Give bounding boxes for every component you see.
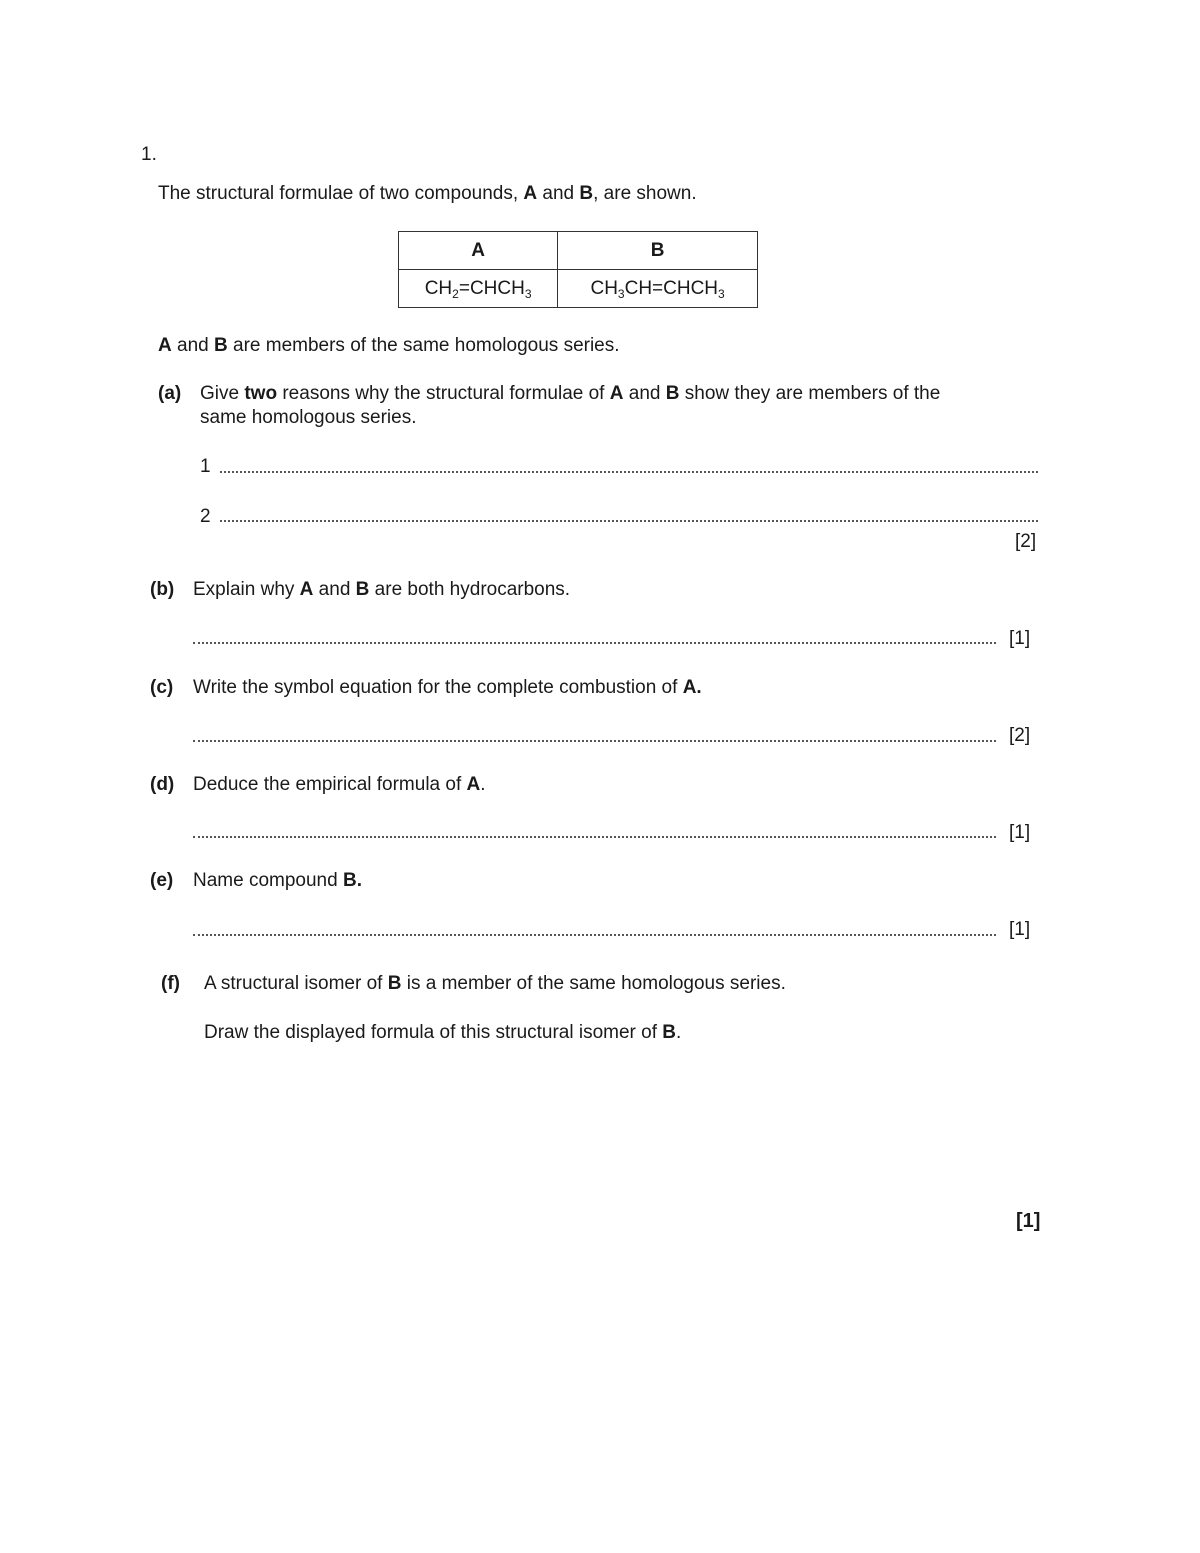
part-a-label: (a)	[158, 383, 182, 404]
compounds-table	[398, 231, 758, 308]
part-d-marks: [1]	[1009, 822, 1031, 843]
table-header-b: B	[558, 232, 758, 270]
part-d-answer-line[interactable]	[193, 836, 996, 838]
part-d-label: (d)	[150, 774, 175, 795]
part-c-answer-line[interactable]	[193, 740, 996, 742]
part-b-marks: [1]	[1009, 628, 1031, 649]
formula-a: $CH_2=CHCH_3$	[399, 270, 558, 308]
part-e-marks: [1]	[1009, 919, 1031, 940]
part-a-answer-2-line[interactable]	[220, 520, 1038, 522]
part-a-answer-1-number: 1	[200, 456, 211, 477]
part-a-question: Give two reasons why the structural formulae of A and B show they are members of the	[200, 383, 941, 404]
part-f-drawing-area[interactable]	[204, 1060, 1004, 1200]
part-b-label: (b)	[150, 579, 175, 600]
part-a-question-line2: same homologous series.	[200, 407, 417, 428]
part-d-question: Deduce the empirical formula of A.	[193, 774, 486, 795]
intro-text: The structural formulae of two compounds, A and B, are shown.	[158, 183, 697, 204]
homologous-statement: A and B are members of the same homologous series.	[158, 335, 620, 356]
question-number: 1.	[141, 144, 157, 165]
part-c-label: (c)	[150, 677, 174, 698]
part-c-question: Write the symbol equation for the complete combustion of A.	[193, 677, 702, 698]
part-a-answer-1-line[interactable]	[220, 471, 1038, 473]
part-f-label: (f)	[161, 973, 180, 994]
part-b-answer-line[interactable]	[193, 642, 996, 644]
part-a-marks: [2]	[1015, 531, 1037, 552]
part-c-marks: [2]	[1009, 725, 1031, 746]
part-f-question: A structural isomer of B is a member of the same homologous series.	[204, 973, 786, 994]
table-header-a: A	[399, 232, 558, 270]
formula-b: $CH_3CH=CHCH_3$	[558, 270, 758, 308]
part-f-marks: [1]	[1016, 1210, 1041, 1232]
part-e-question: Name compound B.	[193, 870, 362, 891]
part-a-answer-2-number: 2	[200, 506, 211, 527]
part-e-answer-line[interactable]	[193, 934, 996, 936]
part-b-question: Explain why A and B are both hydrocarbons.	[193, 579, 571, 600]
part-e-label: (e)	[150, 870, 174, 891]
part-f-instruction: Draw the displayed formula of this structural isomer of B.	[204, 1022, 682, 1043]
